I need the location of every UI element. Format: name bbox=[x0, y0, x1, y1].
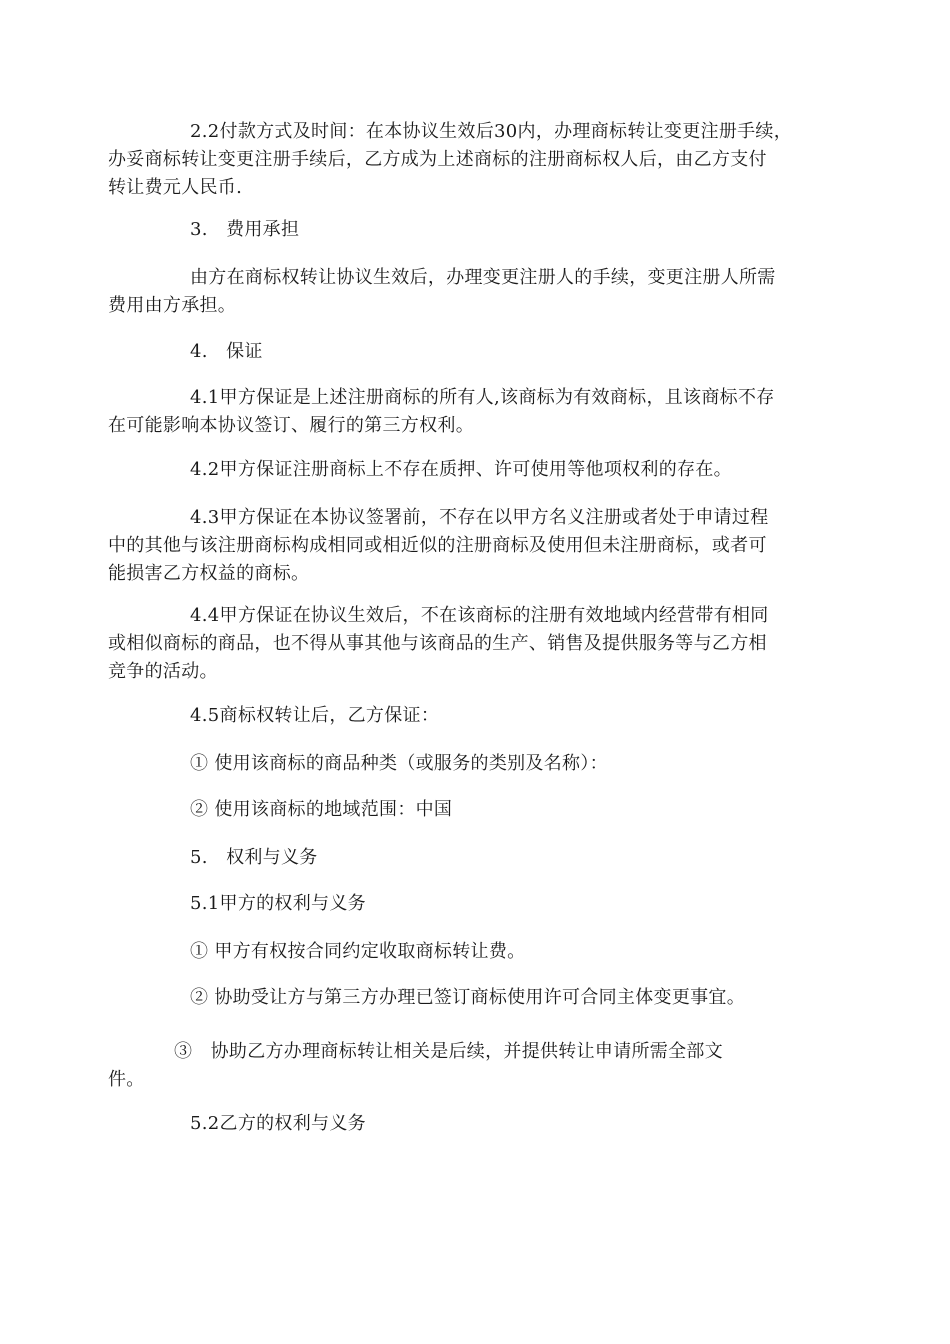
text-line: 办妥商标转让变更注册手续后，乙方成为上述商标的注册商标权人后，由乙方支付 bbox=[108, 149, 767, 170]
text-line: ① 使用该商标的商品种类（或服务的类别及名称）： bbox=[190, 753, 608, 774]
text-line: 4. 保证 bbox=[190, 341, 263, 362]
paragraph-4-2 bbox=[108, 456, 848, 484]
text-line: 4.3甲方保证在本协议签署前，不存在以甲方名义注册或者处于申请过程 bbox=[190, 507, 769, 528]
text-line: 中的其他与该注册商标构成相同或相近似的注册商标及使用但未注册商标，或者可 bbox=[108, 535, 767, 556]
paragraph-4-3 bbox=[108, 504, 848, 588]
text-line: ① 甲方有权按合同约定收取商标转让费。 bbox=[190, 941, 526, 962]
text-line: ② 协助受让方与第三方办理已签订商标使用许可合同主体变更事宜。 bbox=[190, 987, 746, 1008]
paragraph-4-4 bbox=[108, 602, 848, 686]
text-line: 5.1甲方的权利与义务 bbox=[190, 893, 366, 914]
text-line: 5.2乙方的权利与义务 bbox=[190, 1113, 366, 1134]
text-line: 4.2甲方保证注册商标上不存在质押、许可使用等他项权利的存在。 bbox=[190, 459, 732, 480]
paragraph-costs bbox=[108, 264, 848, 320]
list-item-goods-category bbox=[108, 750, 848, 778]
list-item-assist-license bbox=[108, 984, 848, 1012]
list-item-assist-transfer bbox=[108, 1038, 848, 1094]
list-item-collect-fee bbox=[108, 938, 848, 966]
paragraph-payment-terms bbox=[108, 118, 848, 202]
text-line: 由方在商标权转让协议生效后，办理变更注册人的手续，变更注册人所需 bbox=[190, 267, 776, 288]
paragraph-5-2 bbox=[108, 1110, 848, 1138]
list-item-region bbox=[108, 796, 848, 824]
text-line: 4.5商标权转让后，乙方保证： bbox=[190, 705, 440, 726]
section-heading-guarantee bbox=[108, 338, 848, 366]
text-line: 或相似商标的商品，也不得从事其他与该商品的生产、销售及提供服务等与乙方相 bbox=[108, 633, 767, 654]
text-line: ③ 协助乙方办理商标转让相关是后续，并提供转让申请所需全部文 bbox=[174, 1041, 723, 1062]
paragraph-4-5 bbox=[108, 702, 848, 730]
text-line: 5. 权利与义务 bbox=[190, 847, 318, 868]
section-heading-rights bbox=[108, 844, 848, 872]
text-line: 转让费元人民币. bbox=[108, 177, 243, 198]
text-line: 4.4甲方保证在协议生效后，不在该商标的注册有效地域内经营带有相同 bbox=[190, 605, 769, 626]
section-heading-costs bbox=[108, 216, 848, 244]
text-line: 3. 费用承担 bbox=[190, 219, 300, 240]
text-line: 费用由方承担。 bbox=[108, 295, 237, 316]
text-line: 4.1甲方保证是上述注册商标的所有人,该商标为有效商标，且该商标不存 bbox=[190, 387, 775, 408]
text-line: ② 使用该商标的地域范围：中国 bbox=[190, 799, 453, 820]
text-line: 件。 bbox=[108, 1069, 145, 1090]
text-line: 在可能影响本协议签订、履行的第三方权利。 bbox=[108, 415, 474, 436]
text-line: 竞争的活动。 bbox=[108, 661, 218, 682]
paragraph-4-1 bbox=[108, 384, 848, 440]
paragraph-5-1 bbox=[108, 890, 848, 918]
text-line: 能损害乙方权益的商标。 bbox=[108, 563, 310, 584]
text-line: 2.2付款方式及时间：在本协议生效后30内，办理商标转让变更注册手续， bbox=[190, 121, 793, 142]
